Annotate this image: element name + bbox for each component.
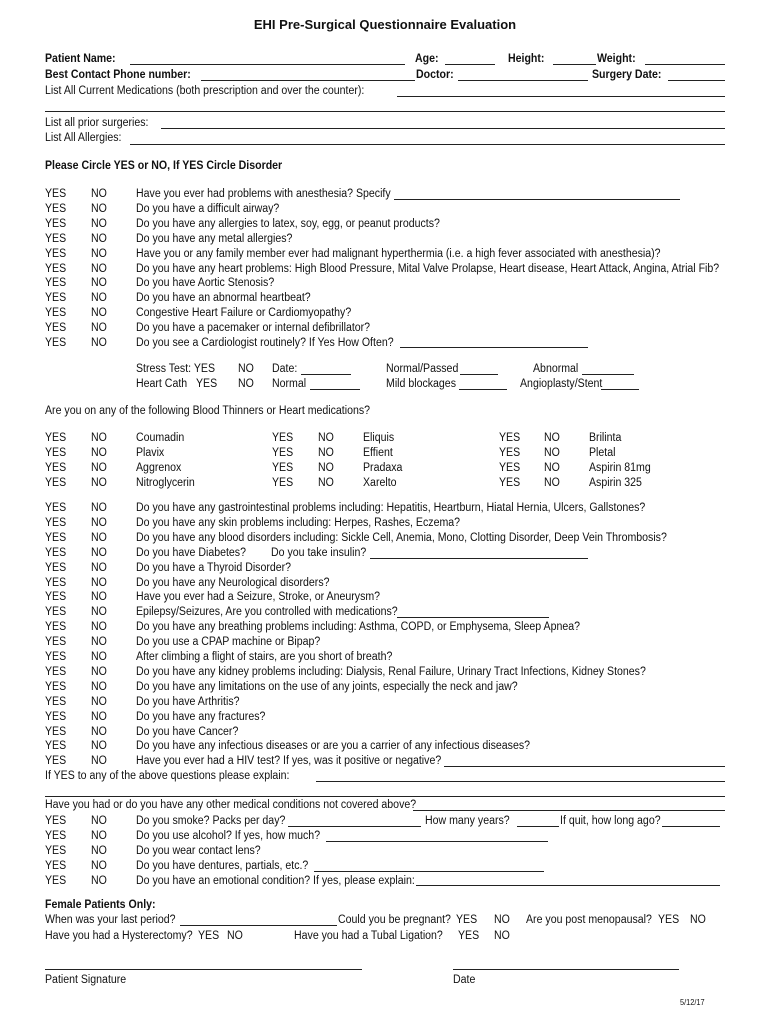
- med3-no-3[interactable]: NO: [544, 476, 560, 489]
- s2-yes-2[interactable]: YES: [45, 531, 67, 544]
- s2-yes-13[interactable]: YES: [45, 695, 67, 708]
- heart-cath-no[interactable]: NO: [238, 378, 254, 390]
- angioplasty-field[interactable]: [601, 389, 639, 390]
- med2-no-1[interactable]: NO: [318, 446, 334, 459]
- s2-no-0[interactable]: NO: [91, 502, 107, 514]
- heart-cath-label: Heart Cath YES: [136, 378, 218, 390]
- s1-no-2[interactable]: NO: [91, 217, 107, 230]
- s2-yes-3[interactable]: YES: [45, 546, 67, 559]
- s1-no-7[interactable]: NO: [91, 292, 107, 305]
- s1-question-3: Do you have any metal allergies?: [136, 232, 293, 245]
- hiv-field[interactable]: [444, 766, 725, 767]
- epilepsy-field[interactable]: [397, 617, 549, 618]
- normal-passed-field[interactable]: [460, 374, 498, 375]
- s2-question-15: Do you have Cancer?: [136, 725, 239, 738]
- s2-no-4[interactable]: NO: [91, 561, 107, 574]
- s1-yes-6[interactable]: YES: [45, 277, 67, 290]
- post-meno-yes[interactable]: YES: [658, 914, 680, 926]
- s2-no-13[interactable]: NO: [91, 695, 107, 708]
- s2-question-4: Do you have a Thyroid Disorder?: [136, 561, 292, 574]
- med3-name-0: Brilinta: [589, 432, 622, 444]
- s2-yes-1[interactable]: YES: [45, 516, 67, 529]
- s2-no-6[interactable]: NO: [91, 591, 107, 604]
- surgery-date-field[interactable]: [668, 80, 725, 81]
- abnormal-field[interactable]: [582, 374, 634, 375]
- s1-question-9: Do you have a pacemaker or internal defibrillator?: [136, 322, 371, 335]
- anesthesia-specify-field[interactable]: [394, 199, 680, 200]
- insulin-question: Do you take insulin?: [271, 547, 367, 559]
- s2-no-16[interactable]: NO: [91, 740, 107, 753]
- age-label: Age:: [415, 53, 439, 65]
- s3-no-1[interactable]: NO: [91, 829, 107, 842]
- s1-question-2: Do you have any allergies to latex, soy, egg, or peanut products?: [136, 217, 440, 230]
- emotional-field[interactable]: [416, 885, 720, 886]
- if-quit-field[interactable]: [662, 826, 720, 827]
- height-field[interactable]: [553, 64, 596, 65]
- age-field[interactable]: [445, 64, 495, 65]
- last-period-label: When was your last period?: [45, 914, 176, 926]
- med1-no-3[interactable]: NO: [91, 476, 107, 489]
- alcohol-field[interactable]: [326, 841, 548, 842]
- med1-name-2: Aggrenox: [136, 461, 182, 474]
- s2-no-3[interactable]: NO: [91, 546, 107, 559]
- phone-label: Best Contact Phone number:: [45, 69, 191, 81]
- prior-surgeries-field[interactable]: [161, 128, 725, 129]
- patient-name-label: Patient Name:: [45, 53, 116, 65]
- med1-yes-0[interactable]: YES: [45, 432, 67, 444]
- last-period-field[interactable]: [180, 925, 337, 926]
- s3-question-3: Do you have dentures, partials, etc.?: [136, 859, 309, 872]
- med2-name-3: Xarelto: [363, 476, 397, 489]
- s2-yes-10[interactable]: YES: [45, 651, 67, 663]
- s2-yes-4[interactable]: YES: [45, 561, 67, 574]
- explain-label: If YES to any of the above questions please explain:: [45, 770, 290, 782]
- s3-question-1: Do you use alcohol? If yes, how much?: [136, 829, 321, 842]
- s2-yes-17[interactable]: YES: [45, 755, 67, 768]
- s3-question-0: Do you smoke? Packs per day?: [136, 815, 286, 827]
- med3-yes-3[interactable]: YES: [499, 476, 521, 489]
- med1-no-0[interactable]: NO: [91, 432, 107, 444]
- abnormal-label: Abnormal: [533, 363, 579, 375]
- s2-no-14[interactable]: NO: [91, 710, 107, 723]
- normal-passed-label: Normal/Passed: [386, 363, 459, 375]
- s2-question-1: Do you have any skin problems including: Herpes, Rashes, Eczema?: [136, 516, 461, 529]
- s2-no-7[interactable]: NO: [91, 606, 107, 619]
- tubal-yes[interactable]: YES: [458, 930, 480, 942]
- medications-label: List All Current Medications (both prescription and over the counter):: [45, 85, 365, 97]
- med3-yes-1[interactable]: YES: [499, 446, 521, 459]
- blood-thinners-question: Are you on any of the following Blood Thinners or Heart medications?: [45, 405, 371, 417]
- s3-question-4: Do you have an emotional condition? If yes, please explain:: [136, 874, 415, 887]
- signature-field[interactable]: [45, 969, 362, 970]
- post-meno-label: Are you post menopausal?: [526, 914, 652, 926]
- med1-name-0: Coumadin: [136, 432, 185, 444]
- med3-name-3: Aspirin 325: [589, 476, 642, 489]
- med2-yes-2[interactable]: YES: [272, 461, 294, 474]
- med2-no-3[interactable]: NO: [318, 476, 334, 489]
- s1-yes-1[interactable]: YES: [45, 202, 67, 215]
- s2-no-15[interactable]: NO: [91, 725, 107, 738]
- s1-no-5[interactable]: NO: [91, 262, 107, 275]
- med2-name-0: Eliquis: [363, 432, 395, 444]
- s1-question-6: Do you have Aortic Stenosis?: [136, 277, 275, 290]
- s1-no-0[interactable]: NO: [91, 188, 107, 200]
- surgery-date-label: Surgery Date:: [592, 69, 662, 81]
- s2-no-1[interactable]: NO: [91, 516, 107, 529]
- med3-yes-0[interactable]: YES: [499, 432, 521, 444]
- s1-no-10[interactable]: NO: [91, 337, 107, 349]
- s1-yes-10[interactable]: YES: [45, 337, 67, 349]
- s2-yes-6[interactable]: YES: [45, 591, 67, 604]
- mild-blockages-field[interactable]: [459, 389, 507, 390]
- med3-yes-2[interactable]: YES: [499, 461, 521, 474]
- pregnant-no[interactable]: NO: [494, 914, 510, 926]
- s2-question-16: Do you have any infectious diseases or are you a carrier of any infectious diseases?: [136, 740, 531, 753]
- s2-no-9[interactable]: NO: [91, 636, 107, 649]
- s1-no-1[interactable]: NO: [91, 202, 107, 215]
- s1-no-4[interactable]: NO: [91, 247, 107, 260]
- patient-name-field[interactable]: [130, 64, 405, 65]
- med2-no-2[interactable]: NO: [318, 461, 334, 474]
- other-conditions-field[interactable]: [413, 810, 725, 811]
- s1-question-7: Do you have an abnormal heartbeat?: [136, 292, 311, 305]
- mild-blockages-label: Mild blockages: [386, 378, 456, 390]
- page-title: EHI Pre-Surgical Questionnaire Evaluation: [253, 17, 517, 32]
- if-quit-label: If quit, how long ago?: [560, 815, 661, 827]
- insulin-field[interactable]: [370, 558, 588, 559]
- s2-yes-8[interactable]: YES: [45, 621, 67, 634]
- s1-yes-0[interactable]: YES: [45, 188, 67, 200]
- s2-question-5: Do you have any Neurological disorders?: [136, 576, 330, 589]
- hysterectomy-no[interactable]: NO: [227, 930, 243, 942]
- doctor-label: Doctor:: [416, 69, 454, 81]
- med1-no-1[interactable]: NO: [91, 446, 107, 459]
- s2-yes-7[interactable]: YES: [45, 606, 67, 619]
- s1-no-8[interactable]: NO: [91, 307, 107, 320]
- s3-no-0[interactable]: NO: [91, 815, 107, 827]
- medications-field[interactable]: [397, 96, 725, 97]
- med3-name-2: Aspirin 81mg: [589, 461, 651, 474]
- stress-no[interactable]: NO: [238, 363, 254, 375]
- tubal-label: Have you had a Tubal Ligation?: [294, 930, 443, 942]
- s3-no-2[interactable]: NO: [91, 844, 107, 857]
- s2-yes-16[interactable]: YES: [45, 740, 67, 753]
- cardiologist-often-field[interactable]: [400, 347, 588, 348]
- s2-question-17: Have you ever had a HIV test? If yes, was it positive or negative?: [136, 755, 442, 768]
- s2-yes-11[interactable]: YES: [45, 665, 67, 678]
- s2-question-12: Do you have any limitations on the use of any joints, especially the neck and jaw?: [136, 680, 518, 693]
- med2-name-1: Effient: [363, 446, 393, 459]
- angioplasty-label: Angioplasty/Stent: [520, 378, 603, 390]
- height-label: Height:: [508, 53, 545, 65]
- signature-label: Patient Signature: [45, 974, 127, 986]
- s3-no-4[interactable]: NO: [91, 874, 107, 887]
- s1-no-6[interactable]: NO: [91, 277, 107, 290]
- s2-yes-14[interactable]: YES: [45, 710, 67, 723]
- pregnant-yes[interactable]: YES: [456, 914, 478, 926]
- s2-question-3: Do you have Diabetes?: [136, 546, 246, 559]
- s2-question-11: Do you have any kidney problems including: Dialysis, Renal Failure, Urinary Tract Infections, Kidney Stones?: [136, 665, 646, 678]
- stress-test-label: Stress Test: YES: [136, 363, 216, 375]
- s2-question-0: Do you have any gastrointestinal problems including: Hepatitis, Heartburn, Hiatal Hernia, Ulcers, Gallstones?: [136, 502, 646, 514]
- med1-name-1: Plavix: [136, 446, 165, 459]
- s2-question-6: Have you ever had a Seizure, Stroke, or Aneurysm?: [136, 591, 381, 604]
- s1-question-0: Have you ever had problems with anesthesia? Specify: [136, 188, 391, 200]
- instruction: Please Circle YES or NO, If YES Circle Disorder: [45, 160, 283, 172]
- pregnant-label: Could you be pregnant?: [338, 914, 451, 926]
- s2-no-11[interactable]: NO: [91, 665, 107, 678]
- s2-no-5[interactable]: NO: [91, 576, 107, 589]
- s2-yes-12[interactable]: YES: [45, 680, 67, 693]
- s1-no-3[interactable]: NO: [91, 232, 107, 245]
- med3-no-0[interactable]: NO: [544, 432, 560, 444]
- s2-yes-15[interactable]: YES: [45, 725, 67, 738]
- hysterectomy-label: Have you had a Hysterectomy?: [45, 930, 193, 942]
- dentures-field[interactable]: [314, 871, 544, 872]
- post-meno-no[interactable]: NO: [690, 914, 706, 926]
- version-label: 5/12/17: [680, 998, 705, 1007]
- heart-cath-normal-field[interactable]: [310, 389, 360, 390]
- other-conditions-label: Have you had or do you have any other medical conditions not covered above?: [45, 799, 417, 811]
- s1-yes-4[interactable]: YES: [45, 247, 67, 260]
- how-many-years-field[interactable]: [517, 826, 559, 827]
- prior-surgeries-label: List all prior surgeries:: [45, 117, 149, 129]
- s2-yes-9[interactable]: YES: [45, 636, 67, 649]
- med3-no-1[interactable]: NO: [544, 446, 560, 459]
- s3-no-3[interactable]: NO: [91, 859, 107, 872]
- how-many-years-label: How many years?: [425, 815, 510, 827]
- s3-yes-1[interactable]: YES: [45, 829, 67, 842]
- s1-yes-5[interactable]: YES: [45, 262, 67, 275]
- hysterectomy-yes[interactable]: YES: [198, 930, 220, 942]
- allergies-field[interactable]: [130, 144, 725, 145]
- s1-yes-9[interactable]: YES: [45, 322, 67, 335]
- s1-no-9[interactable]: NO: [91, 322, 107, 335]
- s2-no-12[interactable]: NO: [91, 680, 107, 693]
- s3-yes-4[interactable]: YES: [45, 874, 67, 887]
- med3-name-1: Pletal: [589, 446, 616, 459]
- s1-question-8: Congestive Heart Failure or Cardiomyopathy?: [136, 307, 352, 320]
- medications-field-2[interactable]: [45, 111, 725, 112]
- s1-yes-3[interactable]: YES: [45, 232, 67, 245]
- explain-field[interactable]: [316, 781, 725, 782]
- s2-question-7: Epilepsy/Seizures, Are you controlled with medications?: [136, 606, 398, 619]
- med2-no-0[interactable]: NO: [318, 432, 334, 444]
- med2-yes-3[interactable]: YES: [272, 476, 294, 489]
- s2-yes-5[interactable]: YES: [45, 576, 67, 589]
- phone-field[interactable]: [201, 80, 415, 81]
- explain-field-2[interactable]: [45, 796, 725, 797]
- s2-question-13: Do you have Arthritis?: [136, 695, 240, 708]
- s2-question-8: Do you have any breathing problems including: Asthma, COPD, or Emphysema, Sleep Apnea?: [136, 621, 581, 634]
- med1-yes-2[interactable]: YES: [45, 461, 67, 474]
- med1-yes-1[interactable]: YES: [45, 446, 67, 459]
- s1-yes-7[interactable]: YES: [45, 292, 67, 305]
- med1-name-3: Nitroglycerin: [136, 476, 195, 489]
- s1-question-4: Have you or any family member ever had malignant hyperthermia (i.e. a high fever associated with anesthesia)?: [136, 247, 661, 260]
- s2-question-2: Do you have any blood disorders including: Sickle Cell, Anemia, Mono, Clotting Disorder, Deep Vein Thrombosis?: [136, 531, 667, 544]
- s3-yes-0[interactable]: YES: [45, 815, 67, 827]
- med2-name-2: Pradaxa: [363, 461, 403, 474]
- s1-yes-8[interactable]: YES: [45, 307, 67, 320]
- s2-no-8[interactable]: NO: [91, 621, 107, 634]
- s2-yes-0[interactable]: YES: [45, 502, 67, 514]
- heart-cath-normal-label: Normal: [272, 378, 307, 390]
- s2-question-9: Do you use a CPAP machine or Bipap?: [136, 636, 321, 649]
- med2-yes-0[interactable]: YES: [272, 432, 294, 444]
- stress-date-field[interactable]: [301, 374, 351, 375]
- s1-question-10: Do you see a Cardiologist routinely? If Yes How Often?: [136, 337, 394, 349]
- s2-question-10: After climbing a flight of stairs, are you short of breath?: [136, 651, 393, 663]
- s1-question-5: Do you have any heart problems: High Blood Pressure, Mital Valve Prolapse, Heart disease, Heart Attack, Angina, Atrial Fib?: [136, 262, 720, 275]
- s2-no-10[interactable]: NO: [91, 651, 107, 663]
- med3-no-2[interactable]: NO: [544, 461, 560, 474]
- allergies-label: List All Allergies:: [45, 132, 122, 144]
- s3-yes-3[interactable]: YES: [45, 859, 67, 872]
- weight-label: Weight:: [597, 53, 636, 65]
- s2-no-17[interactable]: NO: [91, 755, 107, 768]
- s1-yes-2[interactable]: YES: [45, 217, 67, 230]
- med1-no-2[interactable]: NO: [91, 461, 107, 474]
- date-label: Date: [453, 974, 476, 986]
- stress-date-label: Date:: [272, 363, 298, 375]
- med1-yes-3[interactable]: YES: [45, 476, 67, 489]
- s2-no-2[interactable]: NO: [91, 531, 107, 544]
- female-heading: Female Patients Only:: [45, 899, 156, 911]
- weight-field[interactable]: [645, 64, 725, 65]
- s3-question-2: Do you wear contact lens?: [136, 844, 261, 857]
- s3-yes-2[interactable]: YES: [45, 844, 67, 857]
- doctor-field[interactable]: [458, 80, 588, 81]
- packs-per-day-field[interactable]: [288, 826, 421, 827]
- med2-yes-1[interactable]: YES: [272, 446, 294, 459]
- tubal-no[interactable]: NO: [494, 930, 510, 942]
- date-field[interactable]: [453, 969, 679, 970]
- s2-question-14: Do you have any fractures?: [136, 710, 266, 723]
- s1-question-1: Do you have a difficult airway?: [136, 202, 280, 215]
